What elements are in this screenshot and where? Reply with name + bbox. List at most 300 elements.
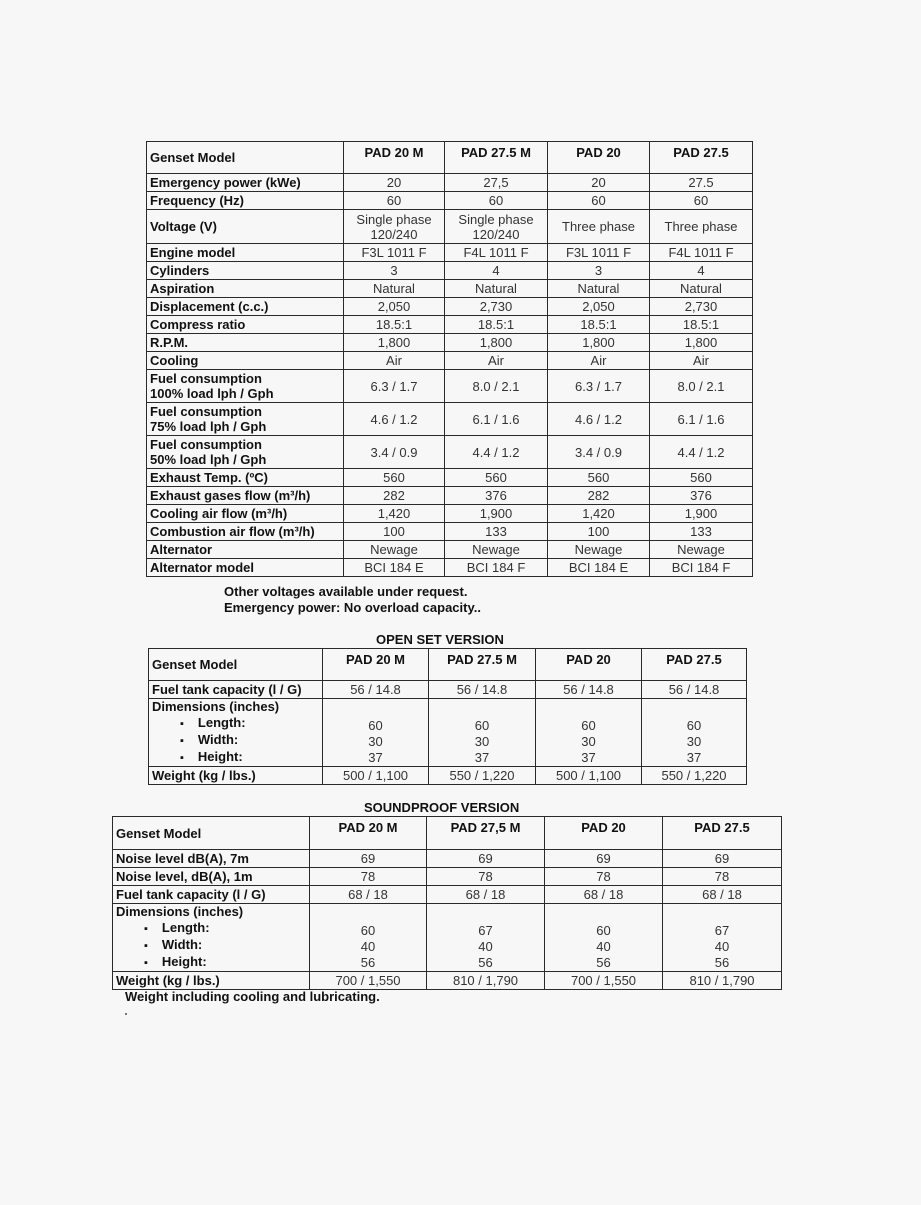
row-label-line: Displacement (c.c.): [150, 299, 269, 314]
cell-value: 2,050: [582, 299, 615, 314]
table-cell: [548, 541, 650, 559]
column-header-pad-27-5-m: PAD 27,5 M: [427, 817, 545, 850]
cell-value: 100: [587, 524, 610, 539]
dimension-value: 60: [686, 718, 702, 733]
table-cell: [650, 244, 753, 262]
cell-value: 60: [488, 193, 504, 208]
cell-value: F4L 1011 F: [463, 245, 529, 260]
cell-value: 1,800: [377, 335, 411, 350]
row-label-line: Engine model: [150, 245, 236, 260]
table-cell: [445, 262, 548, 280]
cell-value: Newage: [574, 542, 623, 557]
row-label: [147, 505, 344, 523]
table-cell: [650, 334, 753, 352]
cell-value: 376: [485, 488, 507, 503]
row-label: [147, 370, 344, 403]
table-row: [147, 316, 753, 334]
row-label-fuel-tank: Fuel tank capacity (l / G): [149, 681, 323, 699]
table-cell: 700 / 1,550: [310, 972, 427, 990]
table-cell: [548, 262, 650, 280]
row-label-line: Cooling: [150, 353, 199, 368]
table-cell: [344, 559, 445, 577]
table-row: [147, 192, 753, 210]
dimension-height-label: ▪ Height:: [152, 749, 319, 766]
table-cell: [445, 487, 548, 505]
cell-value: Air: [386, 353, 402, 368]
table-cell: [344, 210, 445, 244]
table-cell: [545, 904, 663, 972]
table-cell: [344, 244, 445, 262]
table-cell: [445, 523, 548, 541]
table-cell: [548, 244, 650, 262]
dimension-value: 56: [596, 955, 611, 970]
cell-value: 120/240: [370, 226, 418, 242]
cell-value: BCI 184 E: [568, 560, 629, 575]
table-cell: 69: [427, 850, 545, 868]
dimension-width-label: ▪ Width:: [116, 937, 306, 954]
dimension-value: 56: [360, 955, 376, 970]
table-cell: [650, 469, 753, 487]
cell-value: Natural: [680, 281, 722, 296]
cell-value: 3.4 / 0.9: [370, 444, 418, 460]
cell-value: Three phase: [562, 219, 635, 234]
table-cell: [310, 904, 427, 972]
table-cell: [548, 192, 650, 210]
cell-value: 1,900: [684, 506, 718, 521]
column-header-pad-27-5-m: PAD 27.5 M: [429, 649, 536, 681]
cell-value: 2,050: [377, 299, 411, 314]
table-cell: [445, 174, 548, 192]
cell-value: 6.1 / 1.6: [472, 411, 520, 427]
table-cell: [650, 298, 753, 316]
table-cell: [445, 541, 548, 559]
table-row: [147, 436, 753, 469]
cell-value: Newage: [677, 542, 725, 557]
cell-value: 60: [386, 193, 402, 208]
table-row: [149, 699, 747, 767]
cell-value: 18.5:1: [682, 317, 720, 332]
table-cell: [548, 505, 650, 523]
table-cell: [650, 505, 753, 523]
table-cell: [548, 174, 650, 192]
cell-value: 3: [390, 263, 398, 278]
table-cell: [445, 436, 548, 469]
cell-value: BCI 184 F: [466, 560, 526, 575]
table-cell: [548, 352, 650, 370]
cell-value: Air: [488, 353, 504, 368]
table-cell: [548, 280, 650, 298]
cell-value: 4.4 / 1.2: [472, 444, 520, 460]
cell-value: 4: [697, 263, 705, 278]
cell-value: 282: [587, 488, 610, 503]
cell-value: Newage: [472, 542, 520, 557]
table-cell: [650, 403, 753, 436]
cell-value: 4.6 / 1.2: [575, 411, 622, 427]
dimension-value: 37: [581, 750, 596, 765]
table-cell: [427, 904, 545, 972]
cell-value: BCI 184 F: [671, 560, 731, 575]
table-cell: [650, 174, 753, 192]
dimension-value: 40: [714, 939, 730, 954]
row-label: [147, 244, 344, 262]
table-cell: 69: [310, 850, 427, 868]
table-cell: 56 / 14.8: [642, 681, 747, 699]
table-cell: [548, 436, 650, 469]
row-label: [147, 352, 344, 370]
column-header-pad-20-m: PAD 20 M: [323, 649, 429, 681]
dimension-value: 30: [581, 734, 596, 749]
table-cell: [548, 559, 650, 577]
table-row: [149, 767, 747, 785]
column-header-genset-model: Genset Model: [147, 142, 344, 174]
dimension-length-label: ▪ Length:: [116, 920, 306, 937]
header-row: [149, 649, 747, 681]
table-cell: 69: [663, 850, 782, 868]
row-label-fuel-tank: Fuel tank capacity (l / G): [113, 886, 310, 904]
table-row: [149, 681, 747, 699]
row-label-line: Combustion air flow (m³/h): [150, 524, 315, 539]
open-set-title: OPEN SET VERSION: [376, 632, 504, 647]
cell-value: 133: [690, 524, 712, 539]
table-cell: 56 / 14.8: [429, 681, 536, 699]
soundproof-table: [112, 816, 782, 990]
row-label-line: Frequency (Hz): [150, 193, 244, 208]
table-cell: [344, 334, 445, 352]
table-cell: [429, 699, 536, 767]
row-label: [147, 523, 344, 541]
cell-value: 60: [693, 193, 709, 208]
cell-value: 20: [386, 175, 402, 190]
cell-value: Air: [590, 353, 607, 368]
table-row: [113, 850, 782, 868]
table-cell: [650, 210, 753, 244]
open-set-table: [148, 648, 747, 785]
table-cell: [323, 699, 429, 767]
dimension-value: 37: [474, 750, 490, 765]
column-header-pad-27-5: PAD 27.5: [642, 649, 747, 681]
table-cell: [344, 541, 445, 559]
table-row: [147, 262, 753, 280]
cell-value: 1,800: [582, 335, 615, 350]
table-row: [113, 868, 782, 886]
table-cell: [445, 403, 548, 436]
note-emergency-power: Emergency power: No overload capacity..: [224, 600, 481, 615]
row-label-weight: Weight (kg / lbs.): [113, 972, 310, 990]
table-cell: [445, 334, 548, 352]
table-cell: [548, 370, 650, 403]
table-row: [147, 298, 753, 316]
table-cell: 700 / 1,550: [545, 972, 663, 990]
row-label-line: Fuel consumption: [150, 437, 262, 452]
row-label-line: Cooling air flow (m³/h): [150, 506, 288, 521]
table-cell: [344, 469, 445, 487]
table-row: [147, 280, 753, 298]
table-cell: 550 / 1,220: [642, 767, 747, 785]
dimensions-heading: Dimensions (inches): [152, 699, 280, 714]
row-label-line: R.P.M.: [150, 335, 189, 350]
row-label-line: Emergency power (kWe): [150, 175, 301, 190]
cell-value: 1,420: [582, 506, 615, 521]
column-header-pad-27-5-m: PAD 27.5 M: [445, 142, 548, 174]
soundproof-title: SOUNDPROOF VERSION: [364, 800, 520, 815]
dimension-value: 60: [581, 718, 596, 733]
table-cell: [548, 210, 650, 244]
table-cell: [445, 298, 548, 316]
table-cell: 500 / 1,100: [323, 767, 429, 785]
column-header-pad-20: PAD 20: [536, 649, 642, 681]
table-row: [147, 352, 753, 370]
table-cell: 78: [545, 868, 663, 886]
column-header-pad-20: PAD 20: [548, 142, 650, 174]
column-header-genset-model: Genset Model: [149, 649, 323, 681]
table-cell: 68 / 18: [663, 886, 782, 904]
table-cell: [445, 469, 548, 487]
cell-value: 8.0 / 2.1: [677, 378, 725, 394]
table-cell: [650, 559, 753, 577]
cell-value: 560: [690, 470, 712, 485]
row-label-line: 75% load lph / Gph: [150, 419, 267, 434]
specifications-table: [146, 141, 753, 577]
column-header-pad-27-5: PAD 27.5: [663, 817, 782, 850]
table-cell: 68 / 18: [427, 886, 545, 904]
cell-value: 6.3 / 1.7: [370, 378, 418, 394]
row-label: [147, 316, 344, 334]
dimension-value: 67: [714, 923, 730, 938]
table-cell: [536, 699, 642, 767]
cell-value: 560: [587, 470, 610, 485]
dimension-value: 60: [368, 718, 383, 733]
cell-value: Natural: [475, 281, 517, 296]
table-row: [147, 174, 753, 192]
row-label: [147, 487, 344, 505]
header-row: [113, 817, 782, 850]
table-cell: [445, 370, 548, 403]
dimension-value: 37: [686, 750, 702, 765]
cell-value: 560: [383, 470, 405, 485]
note-other-voltages: Other voltages available under request.: [224, 584, 468, 599]
table-cell: [445, 210, 548, 244]
cell-value: Three phase: [664, 219, 738, 234]
table-cell: 56 / 14.8: [536, 681, 642, 699]
cell-value: 20: [591, 175, 606, 190]
cell-value: 100: [383, 524, 405, 539]
table-cell: [344, 298, 445, 316]
row-label-line: Fuel consumption: [150, 404, 262, 419]
table-row: [147, 541, 753, 559]
cell-value: 1,800: [684, 335, 718, 350]
cell-value: 3: [594, 263, 603, 278]
table-cell: [445, 505, 548, 523]
row-label-dimensions: [149, 699, 323, 767]
row-label: [147, 280, 344, 298]
row-label: [147, 334, 344, 352]
cell-value: 27,5: [483, 175, 509, 190]
table-cell: [445, 559, 548, 577]
table-row: [147, 370, 753, 403]
cell-value: Natural: [577, 281, 620, 296]
row-label: [147, 403, 344, 436]
table-cell: [344, 352, 445, 370]
table-cell: 69: [545, 850, 663, 868]
row-label-line: 100% load lph / Gph: [150, 386, 274, 401]
dimensions-heading: Dimensions (inches): [116, 904, 244, 919]
dimension-width-label: ▪ Width:: [152, 732, 319, 749]
row-label-noise-7m: Noise level dB(A), 7m: [113, 850, 310, 868]
cell-value: 1,420: [377, 506, 411, 521]
table-row: [113, 972, 782, 990]
cell-value: Single phase: [356, 211, 432, 227]
dimension-value: 67: [478, 923, 493, 938]
table-cell: [548, 523, 650, 541]
cell-value: 1,800: [479, 335, 513, 350]
table-cell: [650, 487, 753, 505]
table-row: [147, 244, 753, 262]
table-cell: [650, 436, 753, 469]
cell-value: 4.4 / 1.2: [677, 444, 725, 460]
cell-value: 282: [383, 488, 405, 503]
cell-value: 6.3 / 1.7: [575, 378, 622, 394]
row-label-dimensions: [113, 904, 310, 972]
table-cell: [344, 505, 445, 523]
table-cell: [445, 244, 548, 262]
table-row: [113, 886, 782, 904]
table-cell: [650, 192, 753, 210]
table-row: [147, 523, 753, 541]
dimension-value: 30: [686, 734, 702, 749]
row-label: [147, 174, 344, 192]
cell-value: 60: [591, 193, 606, 208]
table-cell: 68 / 18: [310, 886, 427, 904]
table-cell: [548, 298, 650, 316]
column-header-pad-20-m: PAD 20 M: [310, 817, 427, 850]
table-cell: 78: [310, 868, 427, 886]
dimension-value: 40: [360, 939, 376, 954]
table-cell: [344, 403, 445, 436]
table-cell: [445, 192, 548, 210]
table-cell: [344, 262, 445, 280]
row-label-line: Exhaust gases flow (m³/h): [150, 488, 311, 503]
dimension-value: 40: [596, 939, 611, 954]
table-cell: [650, 262, 753, 280]
table-cell: [548, 487, 650, 505]
row-label: [147, 469, 344, 487]
row-label: [147, 436, 344, 469]
table-cell: 68 / 18: [545, 886, 663, 904]
cell-value: 27.5: [688, 175, 714, 190]
cell-value: 4.6 / 1.2: [370, 411, 418, 427]
table-cell: [445, 280, 548, 298]
dimension-value: 56: [478, 955, 493, 970]
dimension-value: 30: [368, 734, 383, 749]
cell-value: 6.1 / 1.6: [677, 411, 725, 427]
table-cell: [548, 403, 650, 436]
table-row: [147, 469, 753, 487]
cell-value: 2,730: [684, 299, 718, 314]
scan-speck: [125, 1013, 127, 1015]
row-label: [147, 298, 344, 316]
table-cell: [445, 352, 548, 370]
cell-value: F3L 1011 F: [565, 245, 632, 260]
table-cell: [445, 316, 548, 334]
cell-value: 4: [492, 263, 500, 278]
row-label-line: Aspiration: [150, 281, 215, 296]
cell-value: 18.5:1: [375, 317, 413, 332]
row-label-line: Exhaust Temp. (ºC): [150, 470, 268, 485]
table-cell: [548, 469, 650, 487]
row-label-line: Voltage (V): [150, 219, 217, 234]
table-cell: [650, 523, 753, 541]
table-row: [147, 210, 753, 244]
table-row: [147, 559, 753, 577]
table-cell: [344, 174, 445, 192]
table-cell: [344, 523, 445, 541]
table-cell: 78: [427, 868, 545, 886]
cell-value: 3.4 / 0.9: [575, 444, 622, 460]
table-cell: [344, 370, 445, 403]
row-label: [147, 541, 344, 559]
dimension-value: 40: [478, 939, 493, 954]
cell-value: 2,730: [479, 299, 513, 314]
cell-value: 1,900: [479, 506, 513, 521]
table-cell: [650, 316, 753, 334]
table-cell: [344, 487, 445, 505]
column-header-genset-model: Genset Model: [113, 817, 310, 850]
table-cell: [344, 192, 445, 210]
table-row: [147, 505, 753, 523]
cell-value: 18.5:1: [580, 317, 617, 332]
note-weight-including: Weight including cooling and lubricating.: [125, 989, 380, 1004]
table-cell: [650, 352, 753, 370]
table-cell: 500 / 1,100: [536, 767, 642, 785]
row-label-line: Compress ratio: [150, 317, 246, 332]
cell-value: Air: [693, 353, 709, 368]
column-header-pad-20: PAD 20: [545, 817, 663, 850]
column-header-pad-27-5: PAD 27.5: [650, 142, 753, 174]
header-row: [147, 142, 753, 174]
cell-value: 18.5:1: [477, 317, 515, 332]
row-label-line: 50% load lph / Gph: [150, 452, 267, 467]
table-row: [147, 334, 753, 352]
dimension-height-label: ▪ Height:: [116, 954, 306, 971]
cell-value: F3L 1011 F: [361, 245, 427, 260]
table-cell: [344, 316, 445, 334]
table-cell: [548, 316, 650, 334]
cell-value: 8.0 / 2.1: [472, 378, 520, 394]
cell-value: Single phase: [458, 211, 534, 227]
dimension-value: 30: [474, 734, 490, 749]
row-label-line: Alternator: [150, 542, 213, 557]
table-cell: 810 / 1,790: [427, 972, 545, 990]
table-cell: 550 / 1,220: [429, 767, 536, 785]
row-label-noise-1m: Noise level, dB(A), 1m: [113, 868, 310, 886]
table-cell: [344, 436, 445, 469]
table-cell: 810 / 1,790: [663, 972, 782, 990]
row-label-weight: Weight (kg / lbs.): [149, 767, 323, 785]
table-cell: [650, 541, 753, 559]
cell-value: 133: [485, 524, 507, 539]
table-cell: [642, 699, 747, 767]
row-label: [147, 559, 344, 577]
row-label: [147, 192, 344, 210]
cell-value: BCI 184 E: [364, 560, 424, 575]
row-label-line: Cylinders: [150, 263, 210, 278]
cell-value: Natural: [373, 281, 415, 296]
row-label-line: Fuel consumption: [150, 371, 262, 386]
table-cell: [548, 334, 650, 352]
dimension-value: 60: [474, 718, 490, 733]
cell-value: 560: [485, 470, 507, 485]
dimension-value: 60: [596, 923, 611, 938]
